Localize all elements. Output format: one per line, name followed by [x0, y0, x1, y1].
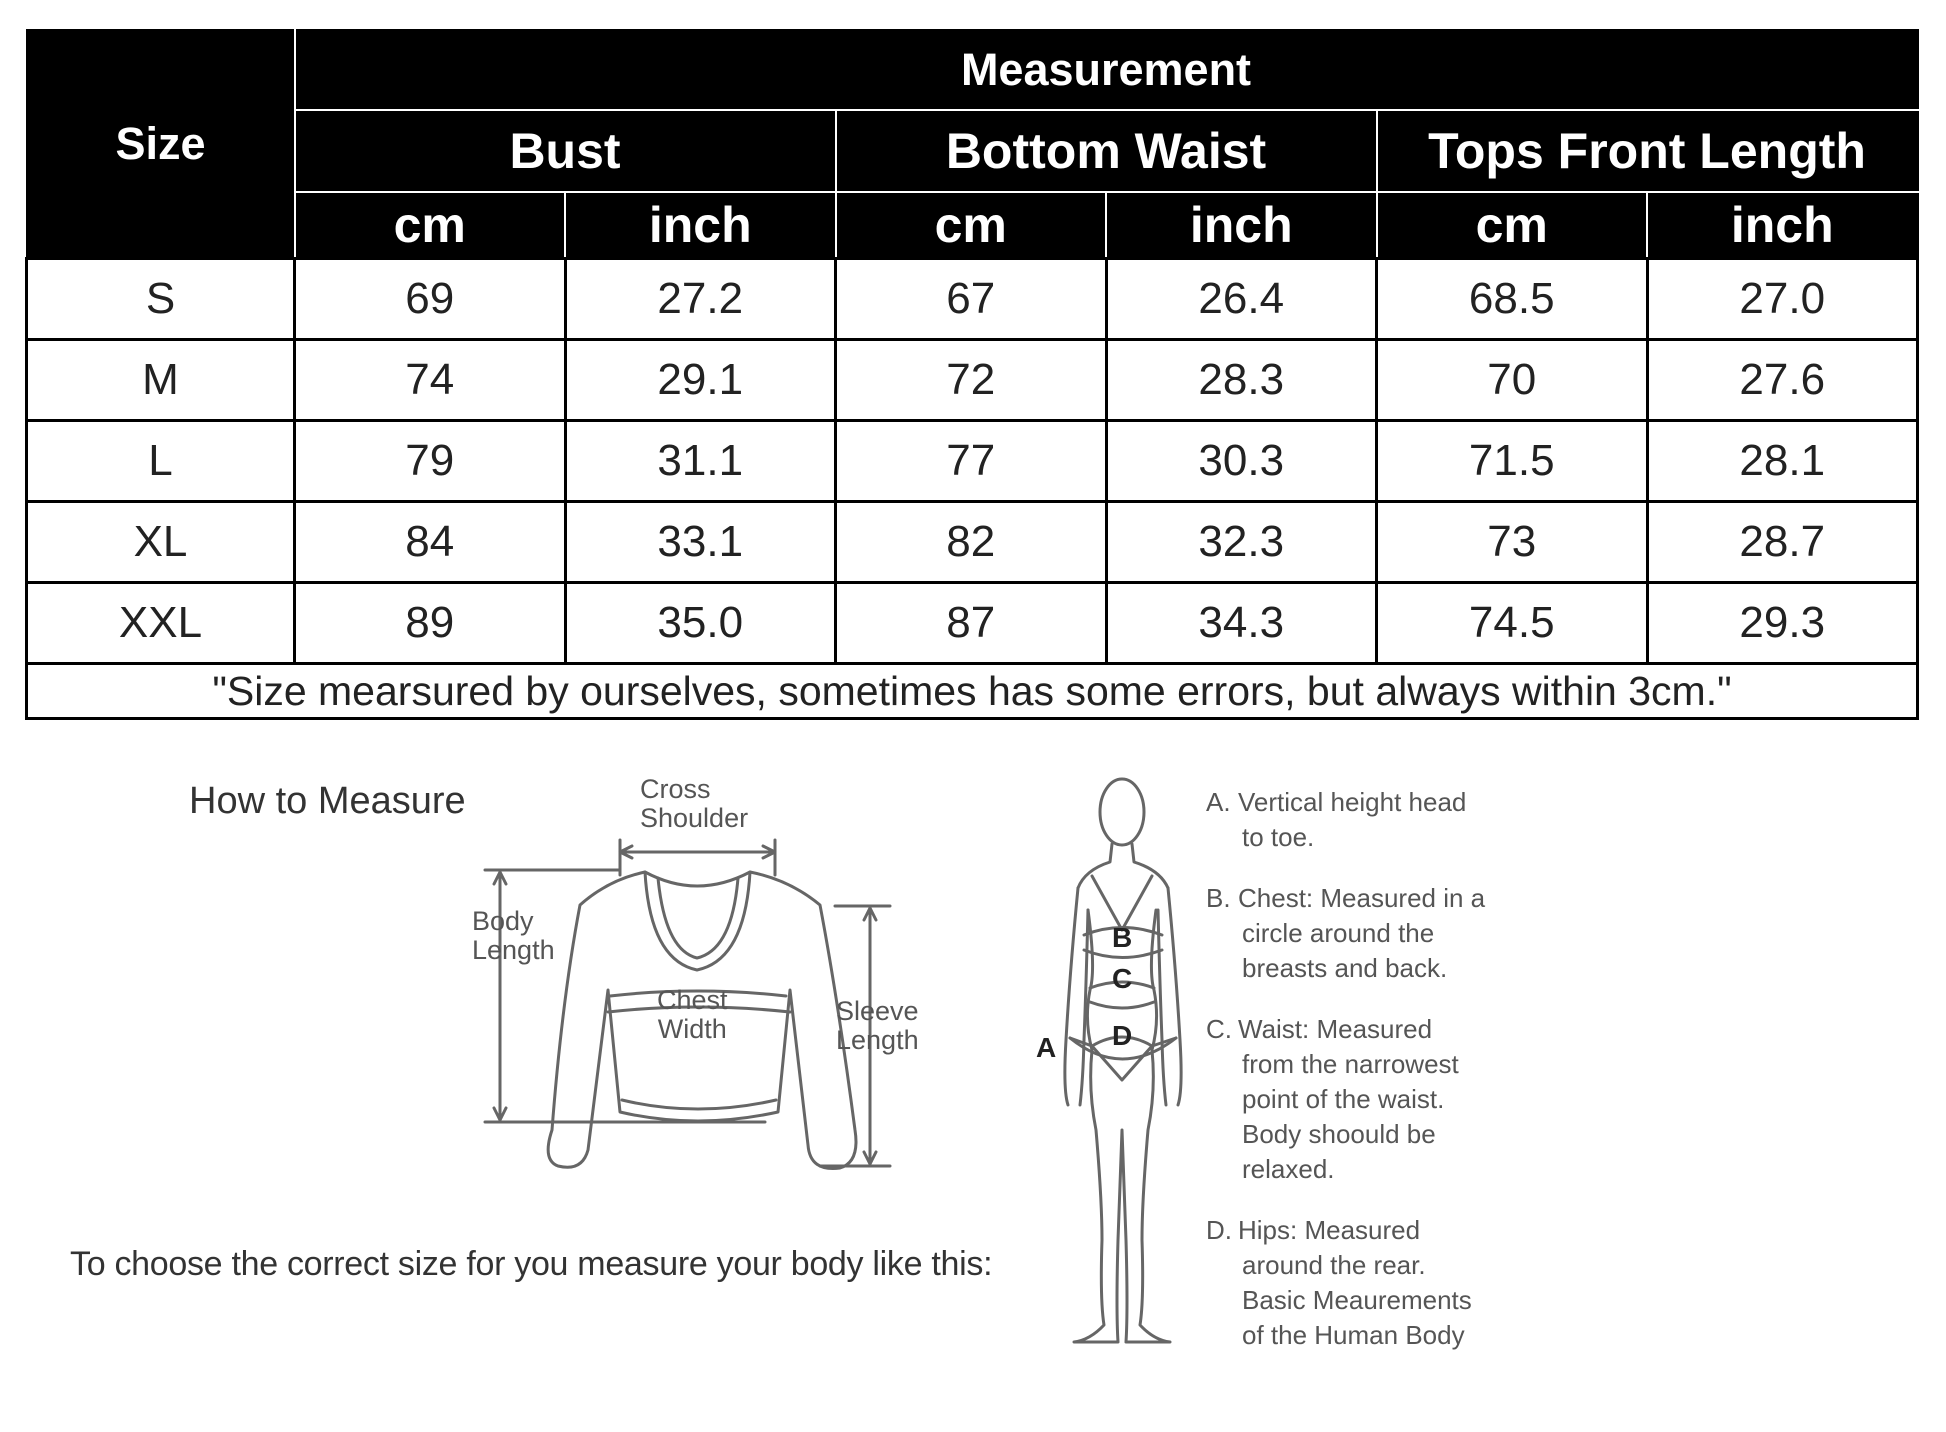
value-cell: 74 [295, 340, 566, 421]
value-cell: 89 [295, 583, 566, 664]
value-cell: 35.0 [565, 583, 836, 664]
size-column-header: Size [27, 30, 295, 259]
note-line: to toe. [1242, 822, 1315, 852]
value-cell: 30.3 [1106, 421, 1377, 502]
table-row [27, 259, 1918, 340]
unit-header: inch [565, 192, 836, 259]
value-cell: 26.4 [1106, 259, 1377, 340]
value-cell: 70 [1377, 340, 1648, 421]
bust-header: Bust [295, 110, 836, 192]
label-line: Length [472, 935, 555, 965]
value-cell: 29.1 [565, 340, 836, 421]
note-line: Basic Meaurements [1242, 1285, 1472, 1315]
note-c [1206, 1012, 1536, 1187]
note-line: breasts and back. [1242, 953, 1448, 983]
value-cell: 72 [836, 340, 1107, 421]
note-line: Body shoould be [1242, 1119, 1436, 1149]
label-line: Chest [657, 985, 728, 1015]
body-letter-a: A [1036, 1032, 1057, 1063]
note-line: Waist: Measured [1238, 1014, 1433, 1044]
value-cell: 32.3 [1106, 502, 1377, 583]
table-row [27, 502, 1918, 583]
note-b [1206, 881, 1536, 986]
size-cell: S [27, 259, 295, 340]
instruction-text: To choose the correct size for you measure your body like this: [70, 1245, 993, 1283]
bottom-waist-header: Bottom Waist [836, 110, 1377, 192]
note-line: Hips: Measured [1238, 1215, 1421, 1245]
measurement-notes [1206, 785, 1536, 1379]
size-cell: XXL [27, 583, 295, 664]
unit-header: cm [836, 192, 1107, 259]
value-cell: 84 [295, 502, 566, 583]
value-cell: 27.2 [565, 259, 836, 340]
note-line: around the rear. [1242, 1250, 1426, 1280]
value-cell: 74.5 [1377, 583, 1648, 664]
cross-shoulder-label [640, 775, 748, 833]
size-chart-table [25, 29, 1919, 720]
value-cell: 28.1 [1647, 421, 1918, 502]
value-cell: 82 [836, 502, 1107, 583]
body-letter-c: C [1112, 963, 1133, 994]
label-line: Body [472, 906, 534, 936]
size-cell: M [27, 340, 295, 421]
value-cell: 28.3 [1106, 340, 1377, 421]
note-line: circle around the [1242, 918, 1435, 948]
note-line: from the narrowest [1242, 1049, 1459, 1079]
value-cell: 73 [1377, 502, 1648, 583]
note-line: of the Human Body [1242, 1320, 1465, 1350]
value-cell: 28.7 [1647, 502, 1918, 583]
unit-header: inch [1647, 192, 1918, 259]
value-cell: 79 [295, 421, 566, 502]
note-lead: A. [1206, 787, 1231, 817]
table-row [27, 583, 1918, 664]
unit-header: cm [1377, 192, 1648, 259]
label-line: Width [657, 1014, 727, 1044]
body-letter-d: D [1112, 1020, 1133, 1051]
table-row [27, 421, 1918, 502]
value-cell: 71.5 [1377, 421, 1648, 502]
table-note-row [27, 664, 1918, 719]
note-d [1206, 1213, 1536, 1353]
size-cell: L [27, 421, 295, 502]
value-cell: 87 [836, 583, 1107, 664]
note-a [1206, 785, 1536, 855]
unit-header: inch [1106, 192, 1377, 259]
sleeve-length-label [836, 997, 919, 1055]
table-row [27, 340, 1918, 421]
value-cell: 27.0 [1647, 259, 1918, 340]
note-line: relaxed. [1242, 1154, 1335, 1184]
tops-front-length-header: Tops Front Length [1377, 110, 1918, 192]
value-cell: 68.5 [1377, 259, 1648, 340]
note-line: Vertical height head [1238, 787, 1467, 817]
chest-width-label [657, 986, 728, 1044]
size-disclaimer: "Size mearsured by ourselves, sometimes has some errors, but always within 3cm." [27, 664, 1918, 719]
value-cell: 33.1 [565, 502, 836, 583]
value-cell: 34.3 [1106, 583, 1377, 664]
value-cell: 69 [295, 259, 566, 340]
label-line: Cross [640, 774, 711, 804]
unit-header: cm [295, 192, 566, 259]
note-line: point of the waist. [1242, 1084, 1445, 1114]
body-length-label [472, 907, 555, 965]
note-lead: C. [1206, 1014, 1232, 1044]
value-cell: 29.3 [1647, 583, 1918, 664]
size-cell: XL [27, 502, 295, 583]
label-line: Sleeve [836, 996, 919, 1026]
body-letter-b: B [1112, 922, 1133, 953]
measurement-header: Measurement [295, 30, 1918, 110]
value-cell: 31.1 [565, 421, 836, 502]
guide-title: How to Measure [189, 780, 466, 822]
note-line: Chest: Measured in a [1238, 883, 1486, 913]
value-cell: 67 [836, 259, 1107, 340]
label-line: Length [836, 1025, 919, 1055]
value-cell: 77 [836, 421, 1107, 502]
label-line: Shoulder [640, 803, 749, 833]
value-cell: 27.6 [1647, 340, 1918, 421]
note-lead: B. [1206, 883, 1231, 913]
note-lead: D. [1206, 1215, 1232, 1245]
